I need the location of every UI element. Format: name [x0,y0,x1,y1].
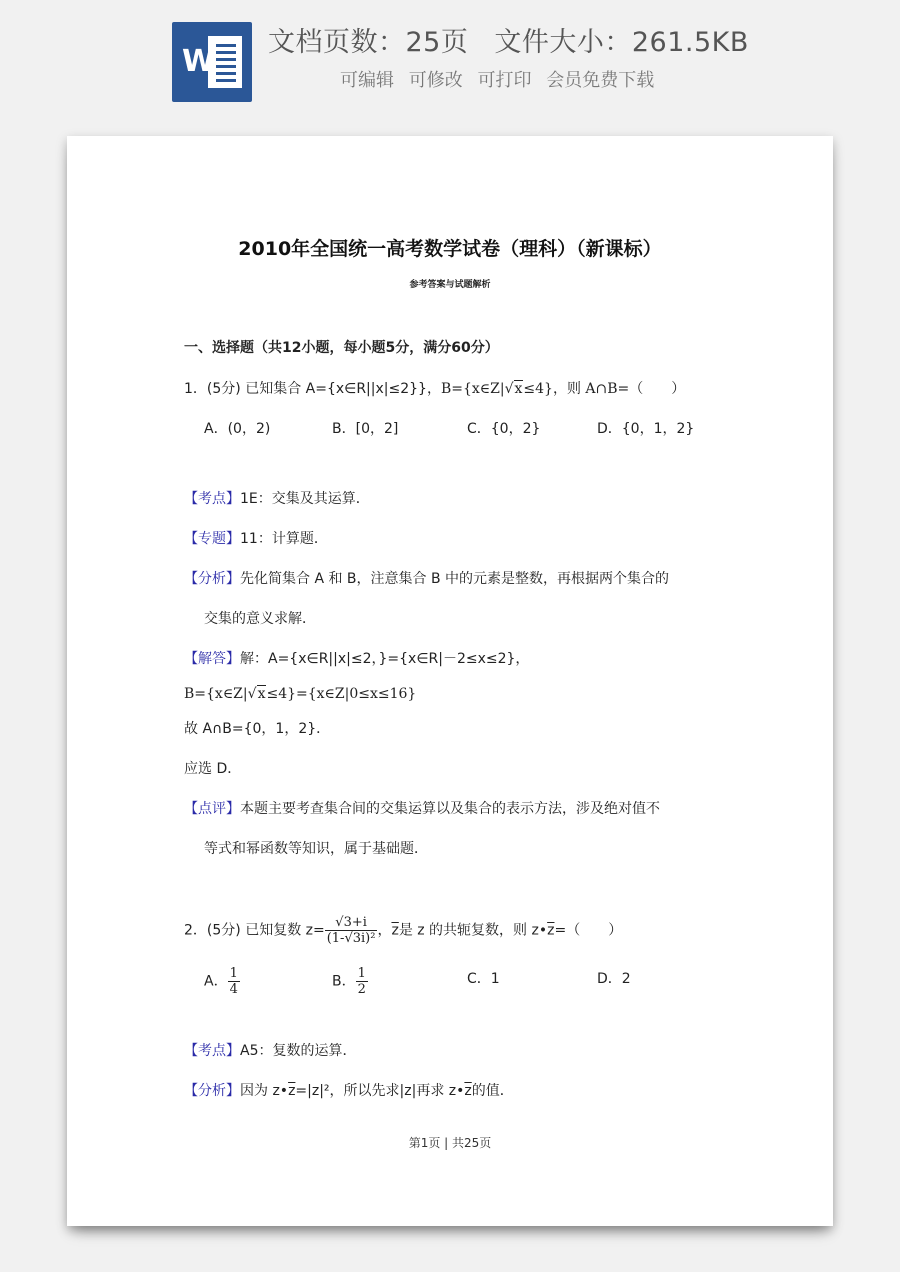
q2-option-a[interactable]: A． $\frac{1}{4}$ [204,966,238,997]
fenxi-tag: 【分析】 [184,1083,240,1099]
q1-jieda-result: 故 A∩B={0，1，2}． [184,721,331,737]
kaodian-tag: 【考点】 [184,1043,240,1059]
banner-title [268,20,749,59]
q1-kaodian: 【考点】1E：交集及其运算． [184,491,370,507]
q1-option-c[interactable]: C．{0，2} [467,421,541,437]
feature-modifiable: 可修改 [408,70,463,91]
q1-jieda-set-b: B={x∈Z|√x≤4}={x∈Z|0≤x≤16} [184,686,417,702]
feature-printable: 可打印 [477,70,532,91]
q2-kaodian: 【考点】A5：复数的运算． [184,1043,357,1059]
q1-zhuanti: 【专题】11：计算题． [184,531,328,547]
q1-answer: 应选 D． [184,761,242,777]
q1-fenxi-cont: 交集的意义求解． [204,611,316,627]
feature-member-download: 会员免费下载 [546,70,655,91]
page-footer: 第1页 | 共25页 [408,1136,492,1150]
q1-fenxi: 【分析】先化简集合 A 和 B，注意集合 B 中的元素是整数，再根据两个集合的 [184,571,670,587]
q2-option-d[interactable]: D．2 [597,971,631,987]
file-size: 文件大小：261.5KB [494,27,749,58]
q1-option-a[interactable]: A．(0，2) [204,421,271,437]
dianping-tag: 【点评】 [184,801,240,817]
q2-fraction: $\frac{√3+i}{\text{(1-√3i)²}}$ [326,915,376,946]
q1-option-b[interactable]: B．[0，2] [332,421,399,437]
kaodian-tag: 【考点】 [184,491,240,507]
document-page [67,136,833,1226]
document-banner [0,0,900,118]
page-count: 文档页数：25页 [268,27,469,58]
document-title: 2010年全国统一高考数学试卷（理科）（新课标） [238,238,662,260]
q1-jieda: 【解答】解：A={x∈R||x|≤2，}={x∈R|－2≤x≤2}， [184,651,530,667]
q2-fenxi: 【分析】因为 $z•\overline{z}=|z|^2$，所以先求|z|再求 $z•\overline{z}$的值． [184,1083,514,1099]
q2-stem: 2．(5分) 已知复数 z= $\frac{√3+i}{\text{(1-√3i)²}}$ ，$\overline{z}$是 z 的共轭复数，则 $z•\overline{z}=$（ ） [184,915,623,946]
section-heading: 一、选择题（共12小题，每小题5分，满分60分） [184,340,499,356]
q1-dianping-cont: 等式和幂函数等知识，属于基础题． [204,841,428,857]
jieda-tag: 【解答】 [184,651,240,667]
q1-option-d[interactable]: D．{0，1，2} [597,421,695,437]
q1-dianping: 【点评】本题主要考查集合间的交集运算以及集合的表示方法，涉及绝对值不 [184,801,660,817]
word-icon [172,22,252,102]
document-subtitle: 参考答案与试题解析 [409,280,491,290]
word-icon-letter: W [182,44,216,79]
q2-option-b[interactable]: B． $\frac{1}{2}$ [332,966,366,997]
fenxi-tag: 【分析】 [184,571,240,587]
zhuanti-tag: 【专题】 [184,531,240,547]
feature-editable: 可编辑 [340,70,394,91]
feature-list [340,66,663,92]
q1-stem: 1．(5分) 已知集合 A={x∈R||x|≤2}}，B={x∈Z|√x≤4}，则 A∩B=（ ） [184,381,686,397]
q2-option-c[interactable]: C．1 [467,971,500,987]
